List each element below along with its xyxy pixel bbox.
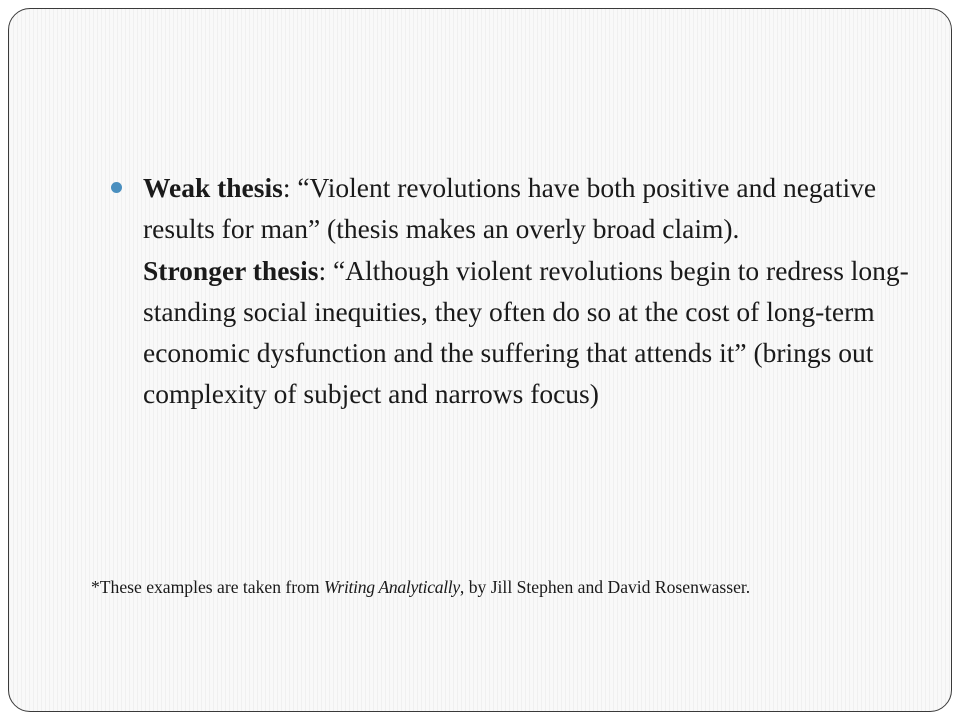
weak-thesis-colon: : xyxy=(282,172,298,203)
stronger-thesis-label: Stronger thesis xyxy=(143,254,319,286)
source-footnote xyxy=(91,575,911,599)
stronger-thesis-paragraph xyxy=(143,250,911,415)
footnote-suffix: , by Jill Stephen and David Rosenwasser. xyxy=(459,577,751,597)
thesis-bullet-item xyxy=(111,167,911,415)
slide-content xyxy=(111,167,911,415)
weak-thesis-paragraph xyxy=(143,167,911,250)
weak-thesis-text: “Violent revolutions have both positive and negative results for man” (thesis makes an overly broad claim). xyxy=(143,172,877,245)
bullet-dot-icon xyxy=(111,182,122,193)
footnote-book-title: Writing Analytically xyxy=(324,577,460,597)
weak-thesis-label: Weak thesis xyxy=(143,172,283,203)
stronger-thesis-colon: : xyxy=(318,254,333,286)
stronger-thesis-text: “Although violent revolutions begin to redress long-standing social inequities, they often do so at the cost of long-term economic dysfunction and the suffering that attends it” (brings out complexity of subject and narrows focus) xyxy=(143,254,909,410)
slide-frame xyxy=(8,8,952,712)
footnote-prefix: *These examples are taken from xyxy=(91,577,325,597)
